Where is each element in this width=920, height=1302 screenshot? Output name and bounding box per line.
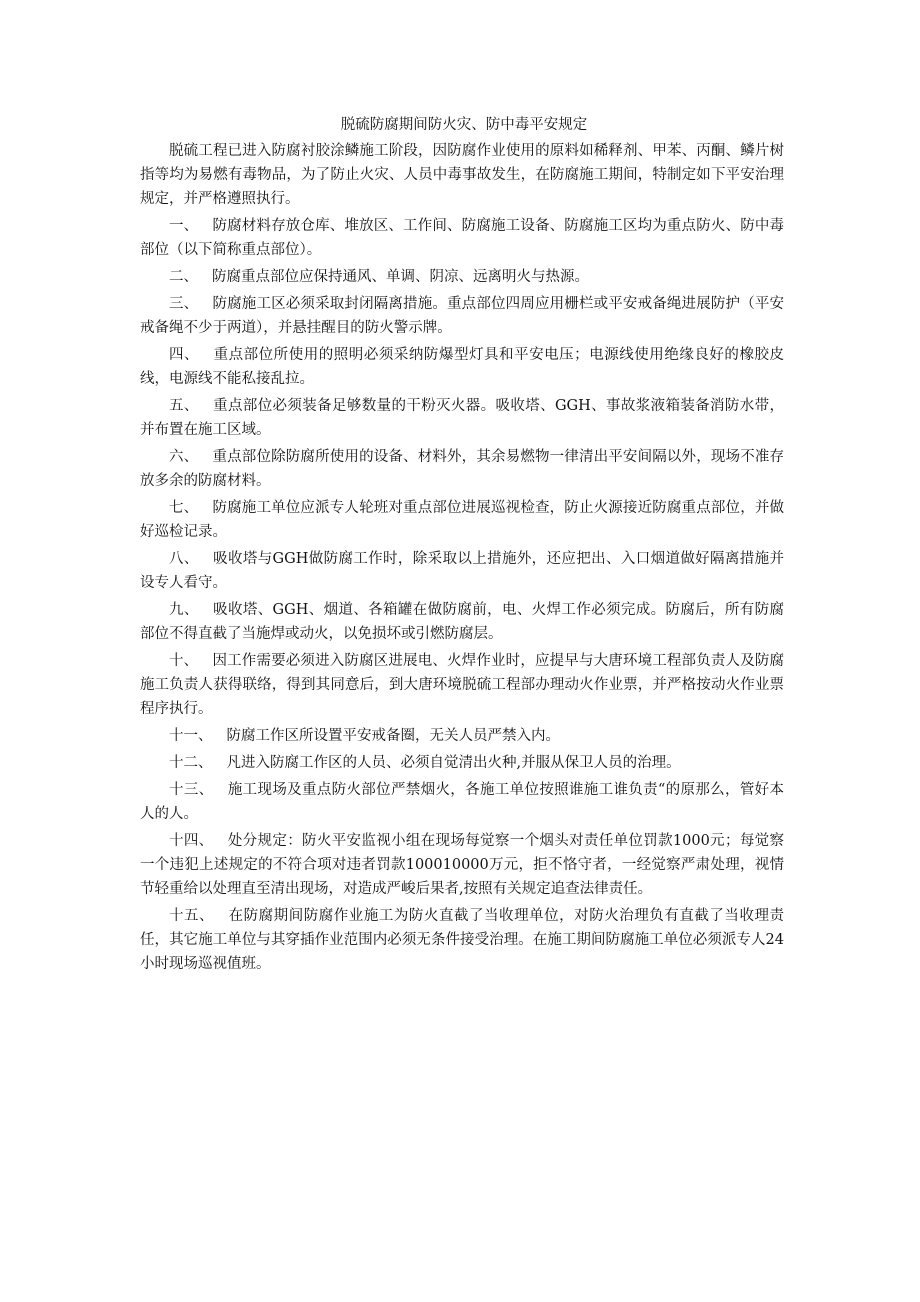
item-text: 防腐施工单位应派专人轮班对重点部位进展巡视检查，防止火源接近防腐重点部位，并做好巡检记录。 <box>140 500 785 540</box>
item-number: 十一、 <box>169 728 213 744</box>
item-number: 六、 <box>169 449 199 465</box>
list-item <box>140 496 784 544</box>
item-number: 十二、 <box>169 755 213 771</box>
list-item <box>140 724 784 748</box>
list-item <box>140 904 784 976</box>
item-text: 重点部位所使用的照明必须采纳防爆型灯具和平安电压；电源线使用绝缘良好的橡胶皮线，电源线不能私接乱拉。 <box>140 347 785 387</box>
item-number: 一、 <box>169 218 199 234</box>
item-number: 十五、 <box>169 908 215 924</box>
list-item <box>140 649 784 721</box>
item-text: 防腐工作区所设置平安戒备圈，无关人员严禁入内。 <box>226 728 560 744</box>
list-item <box>140 829 784 901</box>
document-page <box>140 112 784 979</box>
item-text: 重点部位必须装备足够数量的干粉灭火器。吸收塔、GGH、事故浆液箱装备消防水带，并布置在施工区域。 <box>140 398 785 438</box>
item-text: 吸收塔与GGH做防腐工作时，除采取以上措施外，还应把出、入口烟道做好隔离措施并设专人看守。 <box>140 551 785 591</box>
item-text: 防腐材料存放仓库、堆放区、工作间、防腐施工设备、防腐施工区均为重点防火、防中毒部位（以下简称重点部位）。 <box>140 218 785 258</box>
item-text: 在防腐期间防腐作业施工为防火直截了当收理单位，对防火治理负有直截了当收理责任，其它施工单位与其穿插作业范围内必须无条件接受治理。在施工期间防腐施工单位必须派专人24小时现场巡视值班。 <box>140 908 784 972</box>
list-item <box>140 394 784 442</box>
item-number: 十、 <box>169 653 199 669</box>
list-item <box>140 547 784 595</box>
list-item <box>140 751 784 775</box>
document-title: 脱硫防腐期间防火灾、防中毒平安规定 <box>340 117 588 133</box>
list-item <box>140 292 784 340</box>
list-item <box>140 445 784 493</box>
item-text: 防腐重点部位应保持通风、单调、阴凉、远离明火与热源。 <box>212 269 589 285</box>
item-number: 四、 <box>169 347 200 363</box>
item-number: 八、 <box>169 551 199 567</box>
item-number: 十四、 <box>169 833 214 849</box>
item-text: 因工作需要必须进入防腐区进展电、火焊作业时，应提早与大唐环境工程部负责人及防腐施工负责人获得联络，得到其同意后，到大唐环境脱硫工程部办理动火作业票，并严格按动火作业票程序执行。 <box>140 653 785 717</box>
item-number: 十三、 <box>169 782 214 798</box>
intro-paragraph: 脱硫工程已进入防腐衬胶涂鳞施工阶段，因防腐作业使用的原料如稀释剂、甲苯、丙酮、鳞片树指等均为易燃有毒物品，为了防止火灾、人员中毒事故发生，在防腐施工期间，特制定如下平安治理规定，并严格遵照执行。 <box>140 143 784 207</box>
item-text: 重点部位除防腐所使用的设备、材料外，其余易燃物一律清出平安间隔以外，现场不准存放多余的防腐材料。 <box>140 449 785 489</box>
item-text: 施工现场及重点防火部位严禁烟火，各施工单位按照谁施工谁负责“的原那么，管好本人的人。 <box>140 782 784 822</box>
item-number: 五、 <box>169 398 199 414</box>
list-item <box>140 598 784 646</box>
list-item <box>140 343 784 391</box>
item-number: 三、 <box>169 296 199 312</box>
item-number: 二、 <box>169 269 198 285</box>
list-item <box>140 265 784 289</box>
item-text: 吸收塔、GGH、烟道、各箱罐在做防腐前，电、火焊工作必须完成。防腐后，所有防腐部位不得直截了当施焊或动火，以免损坏或引燃防腐层。 <box>140 602 785 642</box>
item-number: 七、 <box>169 500 199 516</box>
item-number: 九、 <box>169 602 199 618</box>
list-item <box>140 778 784 826</box>
item-text: 凡进入防腐工作区的人员、必须自觉清出火种,并服从保卫人员的治理。 <box>226 755 681 771</box>
item-text: 处分规定：防火平安监视小组在现场每觉察一个烟头对责任单位罚款1000元；每觉察一个违犯上述规定的不符合项对违者罚款100010000万元，拒不恪守者，一经觉察严肃处理，视情节轻重给以处理直至清出现场，对造成严峻后果者,按照有关规定追查法律责任。 <box>140 833 785 897</box>
list-item <box>140 214 784 262</box>
item-text: 防腐施工区必须采取封闭隔离措施。重点部位四周应用栅栏或平安戒备绳进展防护（平安戒备绳不少于两道），并悬挂醒目的防火警示牌。 <box>140 296 785 336</box>
